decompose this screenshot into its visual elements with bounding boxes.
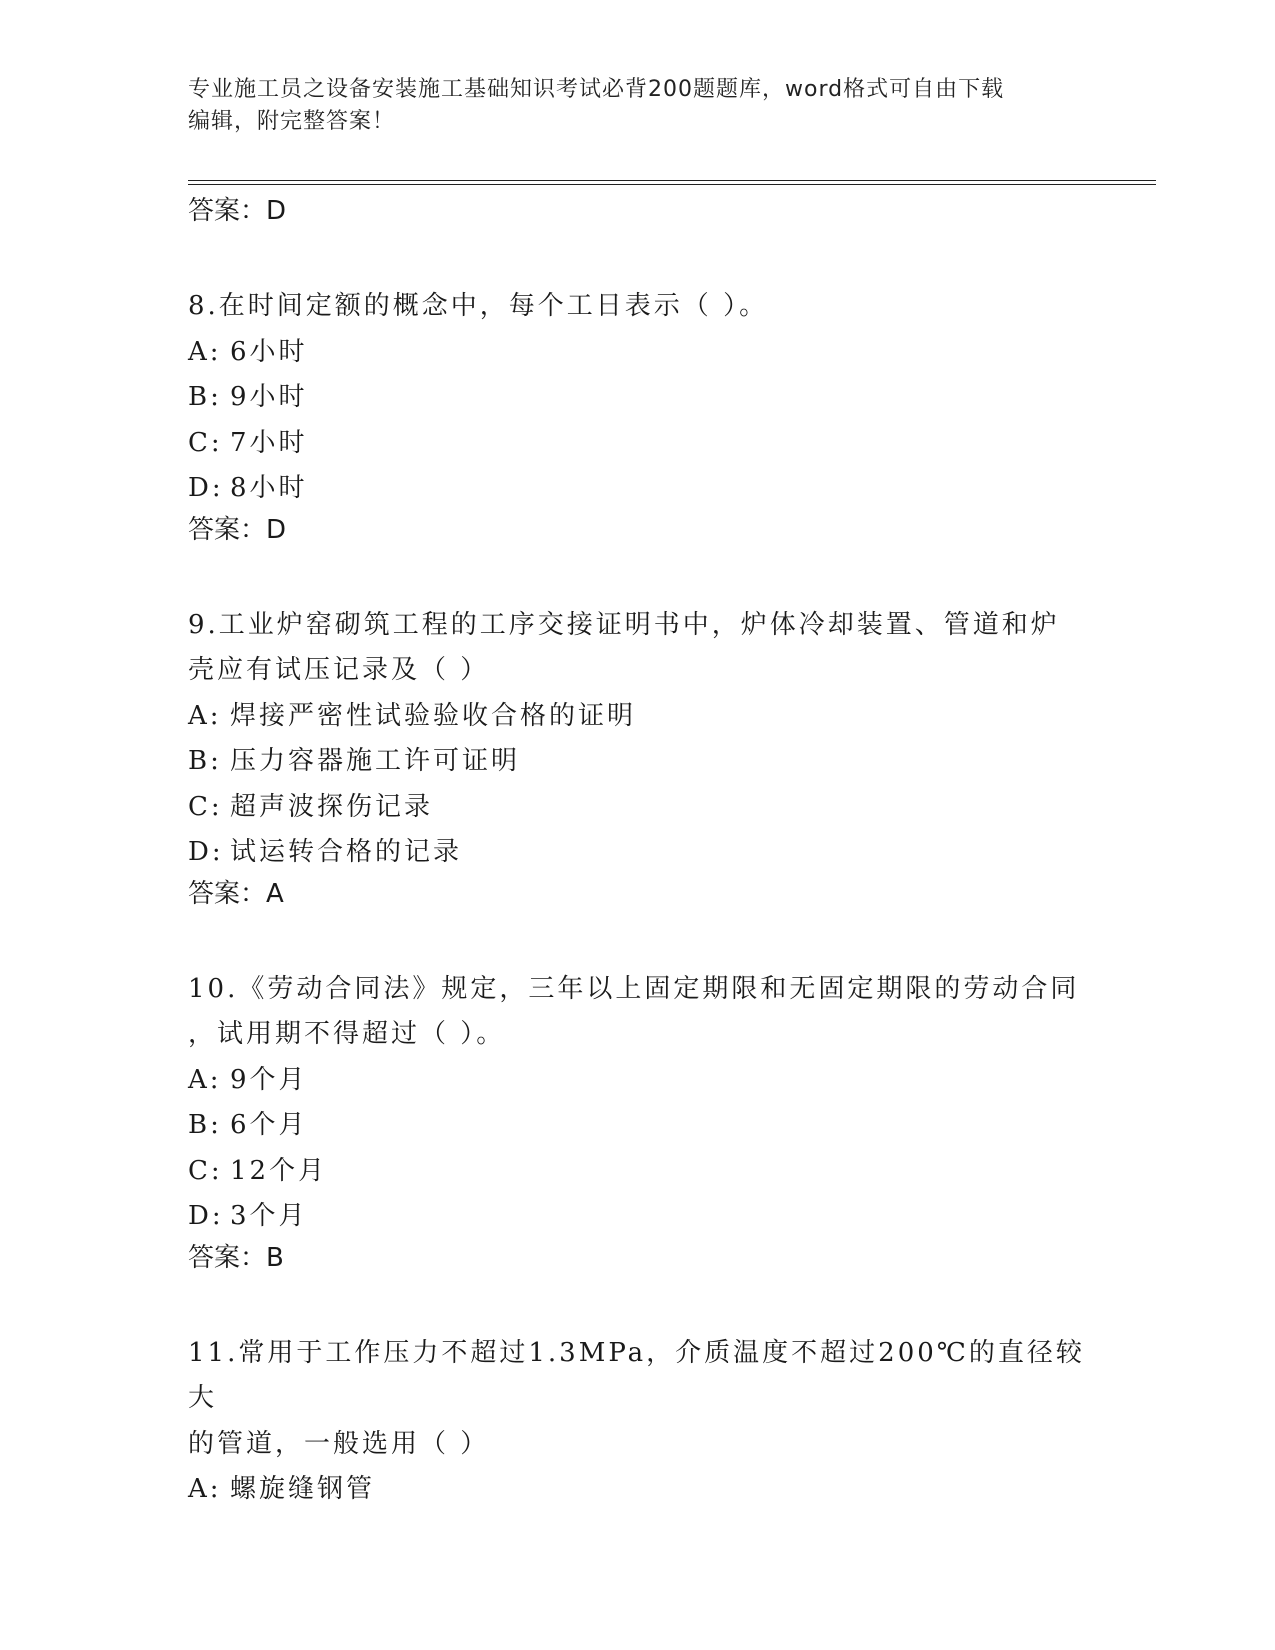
option-label: B: <box>188 382 222 412</box>
header-divider <box>188 180 1156 185</box>
question-list <box>188 193 1088 1513</box>
option-text: 8小时 <box>230 473 308 503</box>
option-text: 9小时 <box>230 382 308 412</box>
option-text: 压力容器施工许可证明 <box>230 746 521 776</box>
option-label: A: <box>188 1064 222 1095</box>
question-11-stem-line-1: 11.常用于工作压力不超过1.3MPa，介质温度不超过200℃的直径较大 <box>188 1337 1085 1413</box>
answer-previous: 答案：D <box>188 196 287 226</box>
option-text: 试运转合格的记录 <box>230 837 463 867</box>
question-8-answer: 答案：D <box>188 514 287 545</box>
option-label: D: <box>188 1201 224 1231</box>
option-label: D: <box>188 473 224 503</box>
question-9-stem-line-2: 壳应有试压记录及（ ） <box>188 655 490 685</box>
question-8 <box>188 284 1088 548</box>
option-text: 9个月 <box>230 1064 308 1095</box>
question-10-option-c <box>188 1149 1088 1195</box>
question-10-answer: 答案：B <box>188 1242 284 1273</box>
question-10-option-a <box>188 1058 1088 1104</box>
option-label: A: <box>188 1474 222 1504</box>
question-8-option-c <box>188 421 1088 467</box>
question-9-answer: 答案：A <box>188 878 284 909</box>
option-label: B: <box>188 746 222 776</box>
question-9 <box>188 603 1088 912</box>
question-8-option-b <box>188 375 1088 421</box>
question-11-stem-line-2: 的管道，一般选用（ ） <box>188 1428 490 1459</box>
option-label: C: <box>188 427 223 458</box>
option-text: 6小时 <box>230 336 308 367</box>
option-text: 螺旋缝钢管 <box>230 1474 376 1504</box>
question-10-stem-line-2: ，试用期不得超过（ ）。 <box>188 1019 506 1049</box>
question-8-option-d <box>188 466 1088 512</box>
question-9-option-d <box>188 830 1088 876</box>
header-title-line-1: 专业施工员之设备安装施工基础知识考试必背200题题库，word格式可自由下载 <box>188 77 1005 102</box>
option-text: 7小时 <box>230 427 308 458</box>
question-8-option-a <box>188 330 1088 376</box>
question-11-option-a <box>188 1467 1088 1513</box>
option-text: 12个月 <box>230 1155 328 1186</box>
option-label: A: <box>188 700 222 731</box>
question-10-option-b <box>188 1103 1088 1149</box>
spacer <box>188 229 1088 284</box>
document-header <box>188 74 1088 138</box>
spacer <box>188 912 1088 967</box>
option-label: D: <box>188 837 224 867</box>
option-label: C: <box>188 1155 223 1186</box>
option-text: 3个月 <box>230 1201 308 1231</box>
option-label: B: <box>188 1110 222 1140</box>
option-label: C: <box>188 791 223 822</box>
question-9-stem-line-1: 9.工业炉窑砌筑工程的工序交接证明书中，炉体冷却装置、管道和炉 <box>188 609 1060 640</box>
question-9-option-b <box>188 739 1088 785</box>
question-9-option-c <box>188 785 1088 831</box>
option-text: 超声波探伤记录 <box>230 791 434 822</box>
option-text: 焊接严密性试验验收合格的证明 <box>230 700 637 731</box>
question-10 <box>188 967 1088 1276</box>
header-title-line-2: 编辑，附完整答案！ <box>188 109 396 134</box>
question-10-stem-line-1: 10.《劳动合同法》规定，三年以上固定期限和无固定期限的劳动合同 <box>188 973 1080 1004</box>
question-10-option-d <box>188 1194 1088 1240</box>
question-9-option-a <box>188 694 1088 740</box>
spacer <box>188 548 1088 603</box>
spacer <box>188 1276 1088 1331</box>
question-8-stem: 8.在时间定额的概念中，每个工日表示（ ）。 <box>188 291 769 321</box>
question-11 <box>188 1331 1088 1513</box>
option-label: A: <box>188 336 222 367</box>
option-text: 6个月 <box>230 1110 308 1140</box>
